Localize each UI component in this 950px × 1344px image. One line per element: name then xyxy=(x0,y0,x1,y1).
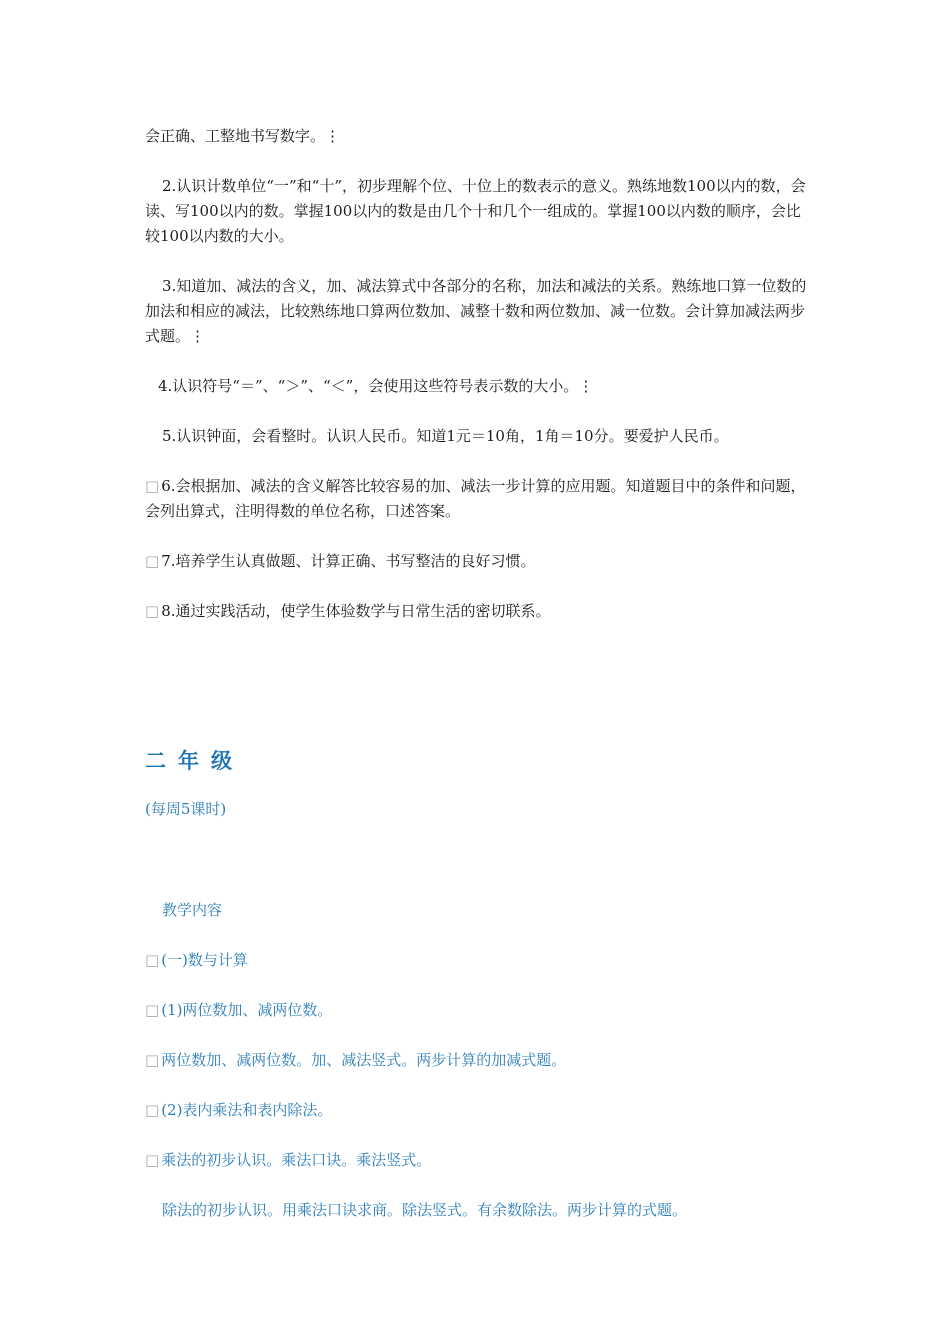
grade1-item-2: 2.认识计数单位“一”和“十”，初步理解个位、十位上的数表示的意义。熟练地数100以内的数，会读、写100以内的数。掌握100以内的数是由几个十和几个一组成的。掌握100以内数的顺序，会比较100以内数的大小。 xyxy=(145,177,806,245)
checkbox-glyph-icon: □ xyxy=(145,477,160,495)
checkbox-glyph-icon: □ xyxy=(145,951,160,969)
grade1-item-3: 3.知道加、减法的含义，加、减法算式中各部分的名称，加法和减法的关系。熟练地口算一位数的加法和相应的减法，比较熟练地口算两位数加、减整十数和两位数加、减一位数。会计算加减法两步式题。⋮ xyxy=(145,277,807,345)
checkbox-glyph-icon: □ xyxy=(145,602,160,620)
grade2-item-text: (2)表内乘法和表内除法。 xyxy=(161,1101,333,1119)
grade2-heading: 二年级 xyxy=(145,749,244,773)
grade1-item-1-continued: 会正确、工整地书写数字。⋮ xyxy=(145,127,341,145)
checkbox-glyph-icon: □ xyxy=(145,1051,160,1069)
grade2-weekly-hours: (每周5课时) xyxy=(145,800,227,818)
grade1-item-6 xyxy=(145,474,810,524)
grade2-item-two-digit-detail xyxy=(145,1048,810,1073)
checkbox-glyph-icon: □ xyxy=(145,552,160,570)
grade1-item-7 xyxy=(145,549,810,574)
grade1-item-7-text: 7.培养学生认真做题、计算正确、书写整洁的良好习惯。 xyxy=(161,552,536,570)
grade2-item-multiplication-table xyxy=(145,1098,810,1123)
grade1-item-6-text: 6.会根据加、减法的含义解答比较容易的加、减法一步计算的应用题。知道题目中的条件和问题，会列出算式，注明得数的单位名称，口述答案。 xyxy=(145,477,806,520)
checkbox-glyph-icon: □ xyxy=(145,1101,160,1119)
checkbox-glyph-icon: □ xyxy=(145,1151,160,1169)
grade1-item-8 xyxy=(145,599,810,624)
grade1-item-8-text: 8.通过实践活动，使学生体验数学与日常生活的密切联系。 xyxy=(161,602,551,620)
grade2-item-two-digit xyxy=(145,998,810,1023)
teaching-content-label: 教学内容 xyxy=(162,901,223,919)
grade2-item-text: (一)数与计算 xyxy=(161,951,248,969)
grade2-item-text: (1)两位数加、减两位数。 xyxy=(161,1001,333,1019)
grade1-item-5: 5.认识钟面，会看整时。认识人民币。知道1元＝10角，1角＝10分。要爱护人民币。 xyxy=(162,427,729,445)
checkbox-glyph-icon: □ xyxy=(145,1001,160,1019)
grade2-item-division-detail: 除法的初步认识。用乘法口诀求商。除法竖式。有余数除法。两步计算的式题。 xyxy=(162,1201,688,1219)
grade2-item-number-calc xyxy=(145,948,810,973)
grade2-item-text: 乘法的初步认识。乘法口诀。乘法竖式。 xyxy=(161,1151,432,1169)
grade1-item-4: 4.认识符号“＝”、“＞”、“＜”，会使用这些符号表示数的大小。⋮ xyxy=(158,377,594,395)
grade2-item-text: 两位数加、减两位数。加、减法竖式。两步计算的加减式题。 xyxy=(161,1051,567,1069)
grade2-item-multiplication-detail xyxy=(145,1148,810,1173)
